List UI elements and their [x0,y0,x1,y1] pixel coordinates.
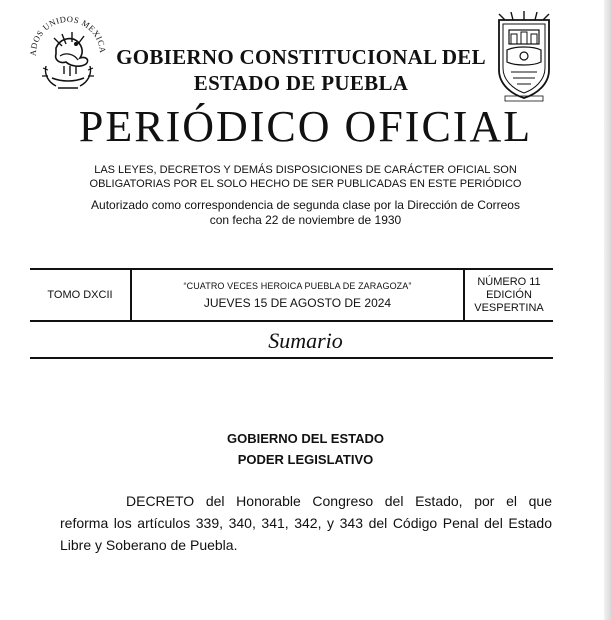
decree-line2: reforma los artículos 339, 340, 341, 342, y 343 del Código Penal del Estado [60,515,552,531]
city-motto: “CUATRO VECES HEROICA PUEBLA DE ZARAGOZA” [183,280,412,291]
government-title-line1: GOBIERNO CONSTITUCIONAL DEL [116,45,486,69]
legal-notice-line2: OBLIGATORIAS POR EL SOLO HECHO DE SER PUBLICADAS EN ESTE PERIÓDICO [89,178,522,190]
authorization-line2: con fecha 22 de noviembre de 1930 [209,213,402,227]
issue-number: NÚMERO 11 [477,275,541,288]
summary-divider [30,357,553,359]
motto-date-cell [130,270,465,320]
issue-date: JUEVES 15 DE AGOSTO DE 2024 [203,295,392,310]
issue-number-cell [465,270,553,320]
volume-cell [30,270,130,320]
volume-label: TOMO DXCII [47,289,113,301]
government-heading: GOBIERNO DEL ESTADO [227,431,384,446]
government-title-line2: ESTADO DE PUEBLA [193,71,409,95]
edition-label: EDICIÓN [486,288,532,301]
legal-notice-line1: LAS LEYES, DECRETOS Y DEMÁS DISPOSICIONES DE CARÁCTER OFICIAL SON [94,164,517,176]
edition-type: VESPERTINA [474,301,544,314]
svg-text:ESTADOS UNIDOS MEXICANOS [26,8,108,56]
legal-notice [40,163,571,191]
issue-info-bar [30,268,553,322]
authorization-line1: Autorizado como correspondencia de segunda clase por la Dirección de Correos [91,198,520,212]
seal-left-text: ADOS UNIDOS MEXICA [27,13,109,57]
mexican-coat-of-arms-seal [26,8,110,96]
decree-line3: Libre y Soberano de Puebla. [60,537,238,553]
government-title [112,44,490,96]
authorization-notice [40,198,571,228]
section-heading [0,428,611,470]
summary-heading: Sumario [268,328,343,353]
branch-heading: PODER LEGISLATIVO [237,452,374,467]
page-edge-shadow [604,0,611,620]
publication-title: PERIÓDICO OFICIAL [78,102,533,151]
decree-summary [60,490,552,556]
puebla-state-coat-of-arms [491,10,557,102]
decree-line1: DECRETO del Honorable Congreso del Estado, por el que [126,493,552,509]
